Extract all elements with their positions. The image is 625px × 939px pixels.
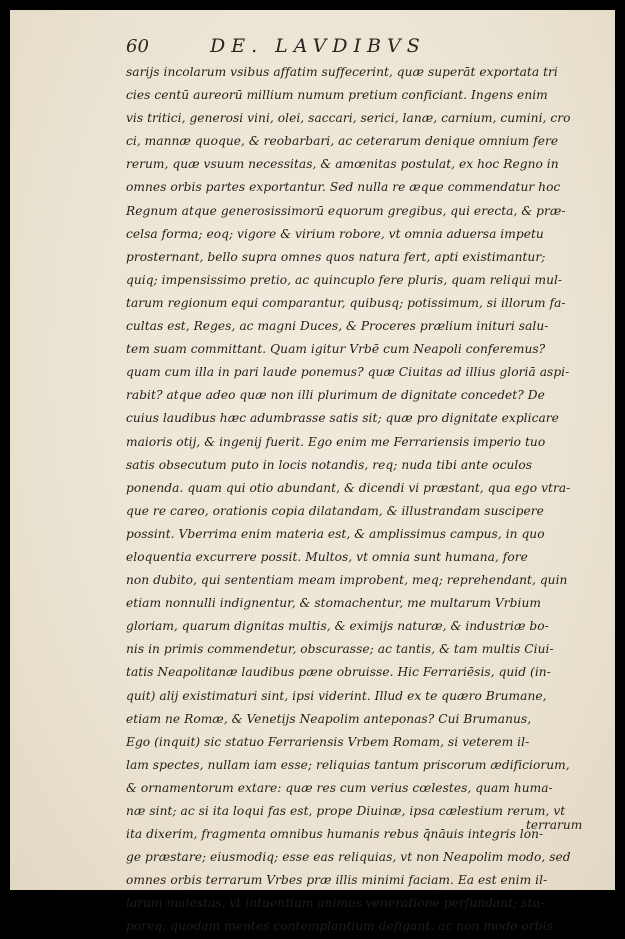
text-line: cies centū aureorū millium numum pretium conficiant. Ingens enim [126,88,548,103]
text-line: lam spectes, nullam iam esse; reliquias tantum priscorum ædificiorum, [126,757,570,772]
text-line: omnes orbis terrarum Vrbes præ illis minimi faciam. Ea est enim il- [126,873,548,888]
page-number: 60 [126,36,149,57]
text-line: cuius laudibus hæc adumbrasse satis sit; quæ pro dignitate explicare [126,411,559,426]
running-title: DE. LAVDIBVS [210,35,426,57]
text-line: tarum regionum equi comparantur, quibusq; potissimum, si illorum fa- [126,295,566,310]
text-line: Regnum atque generosissimorū equorum gregibus, qui erecta, & præ- [126,203,566,218]
text-line: etiam ne Romæ, & Venetijs Neapolim anteponas? Cui Brumanus, [126,711,532,726]
catchword: terrarum [526,818,583,832]
text-line: quam cum illa in pari laude ponemus? quæ Ciuitas ad illius gloriā aspi- [126,365,570,380]
text-line: celsa forma; eoq; vigore & virium robore, vt omnia aduersa impetu [126,226,544,241]
text-line: rabit? atque adeo quæ non illi plurimum de dignitate concedet? De [126,388,545,403]
text-line: omnes orbis partes exportantur. Sed nulla re æque commendatur hoc [126,180,561,195]
text-line: ge præstare; eiusmodiq; esse eas reliquias, vt non Neapolim modo, sed [126,850,571,865]
text-line: ci, mannæ quoque, & reobarbari, ac ceterarum denique omnium fere [126,134,559,149]
text-line: vis tritici, generosi vini, olei, saccari, serici, lanæ, carnium, cumini, cro [126,111,571,126]
text-line: que re careo, orationis copia dilatandam, & illustrandam suscipere [126,503,544,518]
text-line: poreq; quodam mentes contemplantium defigant, ac non modo orbis [126,919,553,934]
text-line: eloquentia excurrere possit. Multos, vt omnia sunt humana, fore [126,549,528,564]
body-text [126,61,596,939]
text-line: maioris otij, & ingenij fuerit. Ego enim me Ferrariensis imperio tuo [126,434,546,449]
text-line: gloriam, quarum dignitas multis, & eximijs naturæ, & industriæ bo- [126,619,549,634]
text-line: larum maiestas, vt intuentium animos veneratione perfundant; stu- [126,896,545,911]
text-line: prosternant, bello supra omnes quos natura fert, apti existimantur; [126,249,546,264]
book-page [10,10,615,934]
text-line: non dubito, qui sententiam meam improbent, meq; reprehendant, quin [126,573,568,588]
text-line: sarijs incolarum vsibus affatim suffecerint, quæ superāt exportata tri [126,65,558,79]
text-line: quit) alij existimaturi sint, ipsi viderint. Illud ex te quæro Brumane, [126,688,547,703]
text-line: nis in primis commendetur, obscurasse; ac tantis, & tam multis Ciui- [126,642,554,657]
text-line: satis obsecutum puto in locis notandis, req; nuda tibi ante oculos [126,457,533,472]
text-line: tatis Neapolitanæ laudibus pæne obruisse. Hic Ferrariēsis, quid (in- [126,665,551,680]
text-line: Ego (inquit) sic statuo Ferrariensis Vrbem Romam, si veterem il- [126,734,530,749]
text-line: possint. Vberrima enim materia est, & amplissimus campus, in quo [126,526,545,541]
page-header [118,32,538,60]
text-line: ita dixerim, fragmenta omnibus humanis rebus q̄nāuis integris lon- [126,827,544,842]
text-line: etiam nonnulli indignentur, & stomachentur, me multarum Vrbium [126,596,541,611]
text-line: & ornamentorum extare: quæ res cum verius cœlestes, quam huma- [126,780,553,795]
text-line: ponenda. quam qui otio abundant, & dicendi vi præstant, qua ego vtra- [126,480,571,495]
text-line: næ sint; ac si ita loqui fas est, prope Diuinæ, ipsa cælestium rerum, vt [126,804,566,818]
text-line: cultas est, Reges, ac magni Duces, & Proceres prælium inituri salu- [126,319,549,334]
text-line: quiq; impensissimo pretio, ac quincuplo fere pluris, quam reliqui mul- [126,272,563,287]
text-line: tem suam committant. Quam igitur Vrbē cum Neapoli conferemus? [126,342,546,357]
text-line: rerum, quæ vsuum necessitas, & amœnitas postulat, ex hoc Regno in [126,157,559,172]
